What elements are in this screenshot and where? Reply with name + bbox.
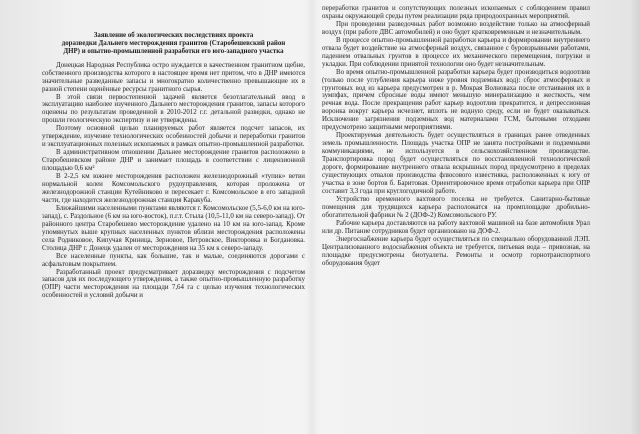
paragraph: Донецкая Народная Республика остро нуждается в качественном гранитном щебне, собственного производства которого в настоящее время нет притом, что в ДНР имеются значительные разведанные запасы и многократно количественно превышающие их в разной степени оценённые ресурсы гранитного сырья. — [42, 61, 305, 93]
paragraph: При проведении разведочных работ возможно воздействие только на атмосферный воздух (при работе ДВС автомобилей) и оно будет кратковременным и незначительным. — [322, 20, 590, 36]
paragraph: Ближайшими населенными пунктами являются г. Комсомольское (5,5-6,0 км на юго-запад), с. Раздольное (6 км на юго-восток), п.г.т. Стыла (10,5-11,0 км на северо-запад). От районного центра Старобешево месторождение удалено на 10 км на юго-запад. Кроме упомянутых выше крупных населенных пунктов вблизи месторождения расположены села Родниковое, Кипучая Криница, Зерновое, Петровское, Викторовка и Богдановка. Столица ДНР г. Донецк удален от месторождения на 35 км к северо-западу. — [42, 204, 305, 252]
document-title — [42, 32, 305, 56]
paragraph: Разработанный проект предусматривает доразведку месторождения с подсчетом запасов для их последующего утверждения, а также опытно-промышленную разработку (ОПР) части месторождения на площади 7,64 га с целью изучения технологических особенностей и условий добычи и — [42, 268, 305, 300]
paragraph: В 2-2,5 км южнее месторождения расположен железнодорожный «тупик» ветви нормальной колеи Комсомольского рудоуправления, которая проложена от железнодорожной станции Кутейниково и пересекает г. Комсомольское в его западной части, где находится железнодорожная станция Каракуба. — [42, 173, 305, 204]
paragraph: В этой связи первостепенной задачей является безотлагательный ввод в эксплуатацию наиболее изученного Дальнего месторождения гранитов, запасы которого оценены по результатам проведенной в 2010-2012 г.г. детальной разведки, однако не прошли геологическую экспертизу и не утверждены. — [42, 93, 305, 125]
paragraph: В процессе опытно-промышленной разработки карьера и формировании внутреннего отвала будет воздействие на атмосферный воздух, связанное с буровзрывными работами, падением отвальных грунтов в процессе их механического перемещения, погрузки и укладки. При соблюдении принятой технологии оно будет незначительным. — [322, 36, 590, 68]
paragraph: Все населенные пункты, как большие, так и малые, соединяются дорогами с асфальтовым покрытием. — [42, 252, 305, 268]
left-column — [42, 6, 305, 300]
paragraph: Энергоснабжение карьера будет осуществляться по специально оборудованной ЛЭП. Централизованного водоснабжения объекта не требуется, питьевая вода – привозная, на площадке предусмотрены биотуалеты. Ремонты и осмотр горнотранспортного оборудования будет — [322, 235, 590, 267]
paragraph: Рабочие карьера доставляются на работу вахтовой машиной на базе автомобиля Урал или др. Питание сотрудников будет организовано на ДОФ-2. — [322, 219, 590, 235]
page-gutter-shadow — [306, 0, 318, 434]
paragraph: Проектируемая деятельность будет осуществляться в границах ранее отведенных земель промышленности. Площадь участка ОПР не занята постройками и подземными коммуникациями, не используется в сельскохозяйственном производстве. Транспортировка пород будет осуществляться по восстановленной технологической дороге, формирование внутреннего отвала вскрышных пород предусмотрено в пределах существующих отвалов производства флюсового известняка, расположенных к югу от участка в зоне бортов б. Баритовая. Ориентировочное время отработки карьера при ОПР составит 3,3 года при круглогодичной работе. — [322, 132, 590, 195]
title-line-1: Заявление об экологических последствиях проекта — [93, 32, 254, 39]
paragraph: Поэтому основной целью планируемых работ является подсчет запасов, их утверждение, изучение технологических особенностей добычи и переработки гранитов и эксплуатационных полезных ископаемых в рамках опытно-промышленной разработки. — [42, 125, 305, 149]
page-edge-shadow — [630, 0, 640, 434]
paragraph: переработки гранитов и сопутствующих полезных ископаемых с соблюдением правил охраны окружающей среды путем реализации ряда природоохранных мероприятий. — [322, 5, 590, 20]
paragraph: В административном отношении Дальнее месторождение гранитов расположено в Старобешевском районе ДНР и занимает площадь в соответствии с лицензионной площадью 0,6 км² — [42, 149, 305, 173]
title-line-2: доразведки Дальнего месторождения гранитов (Старобешевский район — [61, 39, 286, 47]
title-line-3: ДНР) и опытно-промышленной разработки его юго-западного участка — [63, 47, 284, 55]
paragraph: Устройство временного вахтового поселка не требуется. Санитарно-бытовые помещения для трудящихся карьера расположатся на промплощадке дробильно-обогатительной фабрики № 2 (ДОФ-2) Комсомольского РУ. — [322, 195, 590, 219]
paragraph: Во время опытно-промышленной разработки карьера будет производиться водоотлив (только после углубления карьера ниже уровня подземных вод): сброс атмосферных и грунтовых вод из карьера предусмотрен в р. Мокрая Волноваха после отстаивания их в зумпфах, причем сбросные воды имеют меньшую минерализацию и жесткость, чем речная вода. После прекращения работ карьер водоотлив прекратится, и депрессионная воронка вокруг карьера исчезнет, вплоть не водную среду, если не будет оказываться. Исключение загрязнения подземных вод материалами ГСМ, бытовыми отходами предусмотрено защитными мероприятиями. — [322, 68, 590, 132]
right-column — [322, 5, 590, 267]
